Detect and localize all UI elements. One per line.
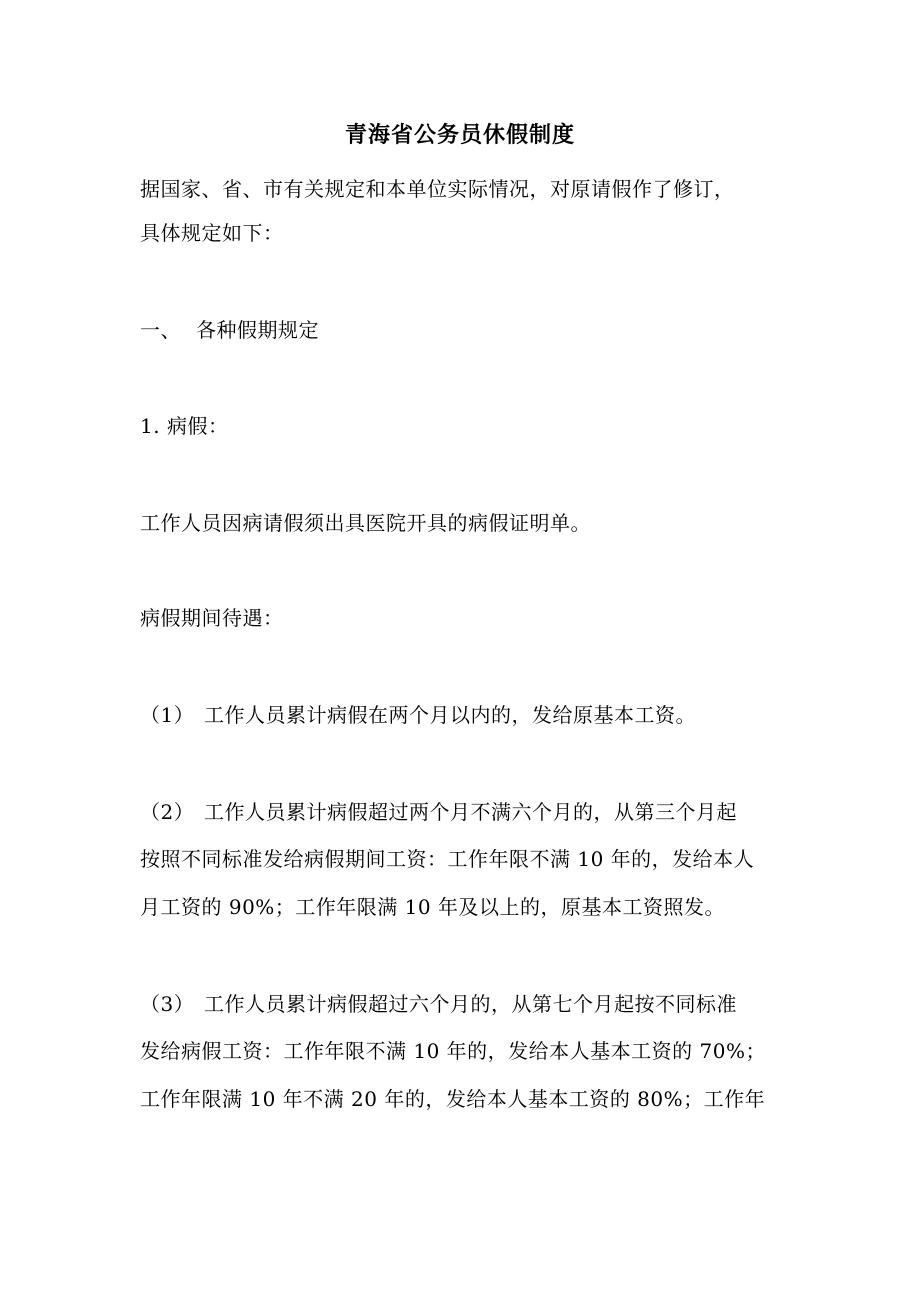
clause-2-line-1 bbox=[140, 799, 737, 825]
clause-3-line-3: 工作年限满 10 年不满 20 年的，发给本人基本工资的 80%；工作年 bbox=[140, 1087, 766, 1111]
clause-2-line-3: 月工资的 90%；工作年限满 10 年及以上的，原基本工资照发。 bbox=[140, 895, 725, 919]
clause-1-marker: （1） bbox=[140, 703, 195, 727]
document-title: 青海省公务员休假制度 bbox=[344, 122, 575, 148]
item-heading bbox=[140, 413, 228, 439]
clause-3-marker: （3） bbox=[140, 992, 195, 1016]
intro-line-2: 具体规定如下： bbox=[140, 221, 284, 245]
section-marker: 一、 bbox=[140, 318, 181, 342]
clause-2-marker: （2） bbox=[140, 800, 195, 824]
clause-1-text: 工作人员累计病假在两个月以内的，发给原基本工资。 bbox=[204, 703, 696, 727]
intro-line-1: 据国家、省、市有关规定和本单位实际情况，对原请假作了修订， bbox=[140, 177, 735, 201]
clause-1 bbox=[140, 702, 696, 728]
sick-leave-pay-heading: 病假期间待遇： bbox=[140, 606, 284, 630]
clause-3-line-2: 发给病假工资：工作年限不满 10 年的，发给本人基本工资的 70%； bbox=[140, 1039, 766, 1063]
clause-3-text: 工作人员累计病假超过六个月的，从第七个月起按不同标准 bbox=[204, 992, 737, 1016]
clause-3-line-1 bbox=[140, 991, 737, 1017]
sick-leave-proof: 工作人员因病请假须出具医院开具的病假证明单。 bbox=[140, 511, 591, 535]
clause-2-text: 工作人员累计病假超过两个月不满六个月的，从第三个月起 bbox=[204, 800, 737, 824]
section-heading-text: 各种假期规定 bbox=[196, 318, 319, 342]
item-marker: 1. bbox=[140, 414, 161, 438]
section-heading bbox=[140, 317, 319, 343]
clause-2-line-2: 按照不同标准发给病假期间工资：工作年限不满 10 年的，发给本人 bbox=[140, 847, 755, 871]
item-heading-text: 病假： bbox=[166, 414, 229, 438]
